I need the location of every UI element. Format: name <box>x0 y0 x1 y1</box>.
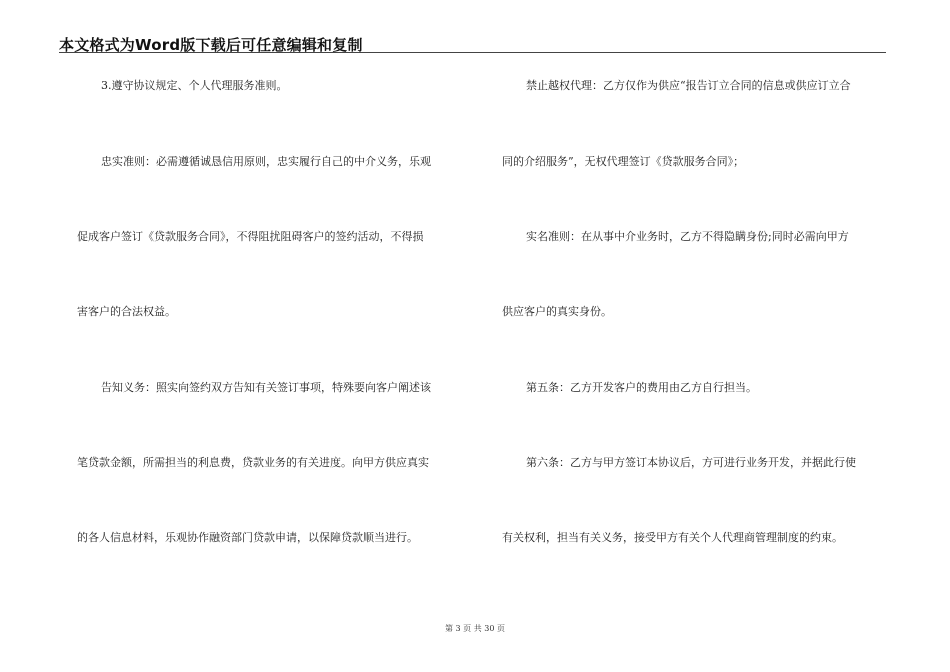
left-line-6: 笔贷款金额，所需担当的利息费，贷款业务的有关进度。向甲方供应真实 <box>77 456 429 469</box>
left-line-1: 3.遵守协议规定、个人代理服务准则。 <box>101 79 288 92</box>
right-line-6: 第六条：乙方与甲方签订本协议后，方可进行业务开发，并据此行使 <box>526 456 856 469</box>
right-line-3: 实名准则：在从事中介业务时，乙方不得隐瞒身份;同时必需向甲方 <box>526 230 849 243</box>
left-line-5: 告知义务：照实向签约双方告知有关签订事项，特殊要向客户阐述该 <box>101 381 431 394</box>
right-line-1: 禁止越权代理：乙方仅作为供应“报告订立合同的信息或供应订立合 <box>526 79 851 92</box>
left-line-2: 忠实准则：必需遵循诚恳信用原则，忠实履行自己的中介义务，乐观 <box>101 155 431 168</box>
page-number: 第 3 页 共 30 页 <box>445 624 505 633</box>
header-divider <box>59 52 886 53</box>
left-line-3: 促成客户签订《贷款服务合同》，不得阻扰阻碍客户的签约活动，不得损 <box>77 230 424 243</box>
right-line-4: 供应客户的真实身份。 <box>502 305 612 318</box>
left-line-7: 的各人信息材料，乐观协作融资部门贷款申请，以保障贷款顺当进行。 <box>77 531 418 544</box>
right-line-7: 有关权利，担当有关义务，接受甲方有关个人代理商管理制度的约束。 <box>502 531 843 544</box>
right-line-5: 第五条：乙方开发客户的费用由乙方自行担当。 <box>526 381 757 394</box>
right-line-2: 同的介绍服务”，无权代理签订《贷款服务合同》； <box>502 155 745 168</box>
document-header-title: 本文格式为Word版下载后可任意编辑和复制 <box>59 36 363 54</box>
left-line-4: 害客户的合法权益。 <box>77 305 176 318</box>
